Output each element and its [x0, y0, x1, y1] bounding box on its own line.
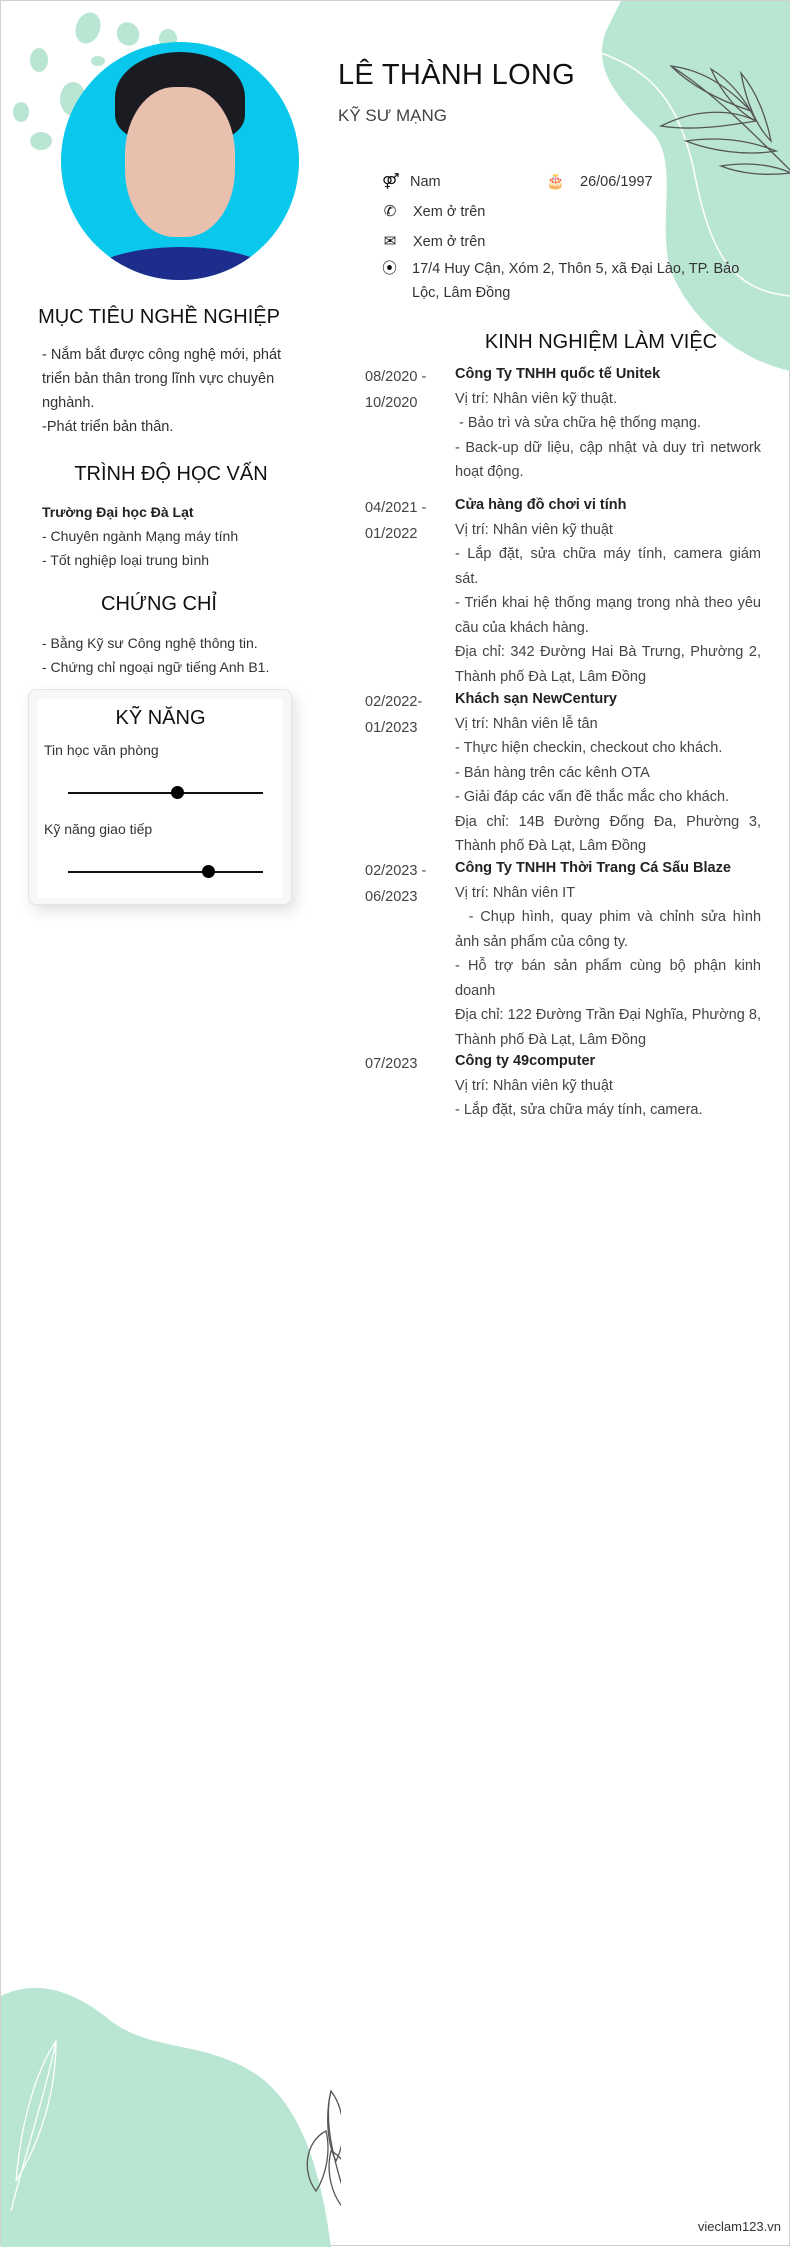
birthday-value: 26/06/1997 [580, 174, 653, 190]
experience-line: - Lắp đặt, sửa chữa máy tính, camera giám sát. [455, 546, 766, 587]
watermark: vieclam123.vn [697, 2219, 781, 2234]
skill-slider [68, 792, 263, 794]
company-name: Cửa hàng đồ chơi vi tính [455, 497, 627, 513]
skill-level-knob [171, 786, 184, 799]
experience-item [365, 687, 765, 859]
skills-heading: KỸ NĂNG [115, 707, 206, 729]
education-line: - Chuyên ngành Mạng máy tính [42, 528, 239, 544]
gender-icon: ⚤ [382, 173, 400, 190]
objective-line: - Nắm bắt được công nghệ mới, phát triển bản thân trong lĩnh vực chuyên nghành. [42, 347, 282, 411]
experience-line: Vị trí: Nhân viên lễ tân [455, 715, 598, 732]
certificates-text [42, 631, 302, 679]
experience-item [365, 493, 766, 689]
experience-line: - Bán hàng trên các kênh OTA [455, 764, 650, 781]
experience-line: Vị trí: Nhân viên kỹ thuật [455, 521, 613, 538]
candidate-name: LÊ THÀNH LONG [338, 59, 576, 91]
company-name: Công Ty TNHH quốc tế Unitek [455, 366, 661, 382]
experience-date: 02/2023 - 06/2023 [365, 863, 427, 905]
info-birthday [546, 170, 653, 194]
experience-line: - Chụp hình, quay phim và chỉnh sửa hình ảnh sản phẩm của công ty. [455, 909, 766, 950]
experience-heading: KINH NGHIỆM LÀM VIỆC [484, 331, 718, 353]
info-phone [382, 200, 485, 224]
experience-line: Địa chỉ: 342 Đường Hai Bà Trưng, Phường 2, Thành phố Đà Lạt, Lâm Đồng [455, 644, 765, 685]
experience-item [365, 856, 766, 1052]
certificate-line: - Chứng chỉ ngoại ngữ tiếng Anh B1. [42, 659, 270, 675]
experience-line: Vị trí: Nhân viên kỹ thuật. [455, 390, 617, 407]
experience-date: 04/2021 - 01/2022 [365, 500, 427, 542]
experience-line: - Back-up dữ liệu, cập nhật và duy trì network hoạt động. [455, 439, 766, 480]
experience-line: - Triển khai hệ thống mạng trong nhà theo yêu cầu của khách hàng. [455, 595, 766, 636]
location-pin-icon: ⦿ [382, 260, 398, 277]
experience-line: Vị trí: Nhân viên kỹ thuật [455, 1077, 613, 1094]
education-heading: TRÌNH ĐỘ HỌC VẤN [74, 463, 268, 485]
address-value: 17/4 Huy Cận, Xóm 2, Thôn 5, xã Đại Lào, TP. Bảo Lộc, Lâm Đồng [412, 261, 740, 301]
skill-slider [68, 871, 263, 873]
objective-heading: MỤC TIÊU NGHỀ NGHIỆP [38, 306, 280, 328]
experience-line: - Bảo trì và sửa chữa hệ thống mạng. [455, 415, 701, 431]
phone-value: Xem ở trên [413, 204, 486, 220]
objective-line: -Phát triển bản thân. [42, 419, 174, 435]
company-name: Công Ty TNHH Thời Trang Cá Sấu Blaze [455, 860, 731, 876]
info-gender [382, 170, 441, 194]
phone-icon: ✆ [383, 203, 397, 220]
certificate-line: - Bằng Kỹ sư Công nghệ thông tin. [42, 635, 258, 651]
skills-card [28, 689, 292, 905]
birthday-cake-icon: 🎂 [546, 173, 565, 190]
experience-line: - Giải đáp các vấn đề thắc mắc cho khách. [455, 789, 730, 805]
envelope-icon: ✉ [383, 233, 397, 250]
experience-date: 02/2022- 01/2023 [365, 694, 423, 736]
experience-line: Địa chỉ: 14B Đường Đống Đa, Phường 3, Thành phố Đà Lạt, Lâm Đồng [455, 813, 765, 854]
job-title: KỸ SƯ MẠNG [338, 106, 447, 125]
company-name: Khách sạn NewCentury [455, 691, 617, 707]
education-text [42, 500, 294, 572]
experience-line: Vị trí: Nhân viên IT [455, 884, 576, 901]
experience-line: Địa chỉ: 122 Đường Trần Đại Nghĩa, Phường 8, Thành phố Đà Lạt, Lâm Đồng [455, 1007, 765, 1048]
skill-label: Tin học văn phòng [44, 742, 159, 758]
skill-level-knob [202, 865, 215, 878]
experience-date: 07/2023 [365, 1056, 418, 1072]
profile-photo [61, 42, 299, 280]
email-value: Xem ở trên [413, 234, 486, 250]
skill-label: Kỹ năng giao tiếp [44, 821, 153, 837]
experience-line: - Lắp đặt, sửa chữa máy tính, camera. [455, 1102, 703, 1118]
company-name: Công ty 49computer [455, 1053, 596, 1069]
certificates-heading: CHỨNG CHỈ [101, 593, 217, 615]
school-name: Trường Đại học Đà Lạt [42, 504, 194, 520]
info-email [382, 230, 485, 254]
gender-value: Nam [410, 174, 441, 190]
info-address [382, 257, 762, 305]
education-line: - Tốt nghiệp loại trung bình [42, 552, 210, 568]
experience-item [365, 362, 766, 485]
experience-item [365, 1049, 761, 1123]
bottom-left-blob-decoration [1, 1981, 341, 2247]
experience-line: - Hỗ trợ bán sản phẩm cùng bộ phận kinh doanh [455, 958, 766, 999]
experience-line: - Thực hiện checkin, checkout cho khách. [455, 740, 723, 756]
objective-text [42, 343, 294, 439]
experience-date: 08/2020 - 10/2020 [365, 369, 427, 411]
